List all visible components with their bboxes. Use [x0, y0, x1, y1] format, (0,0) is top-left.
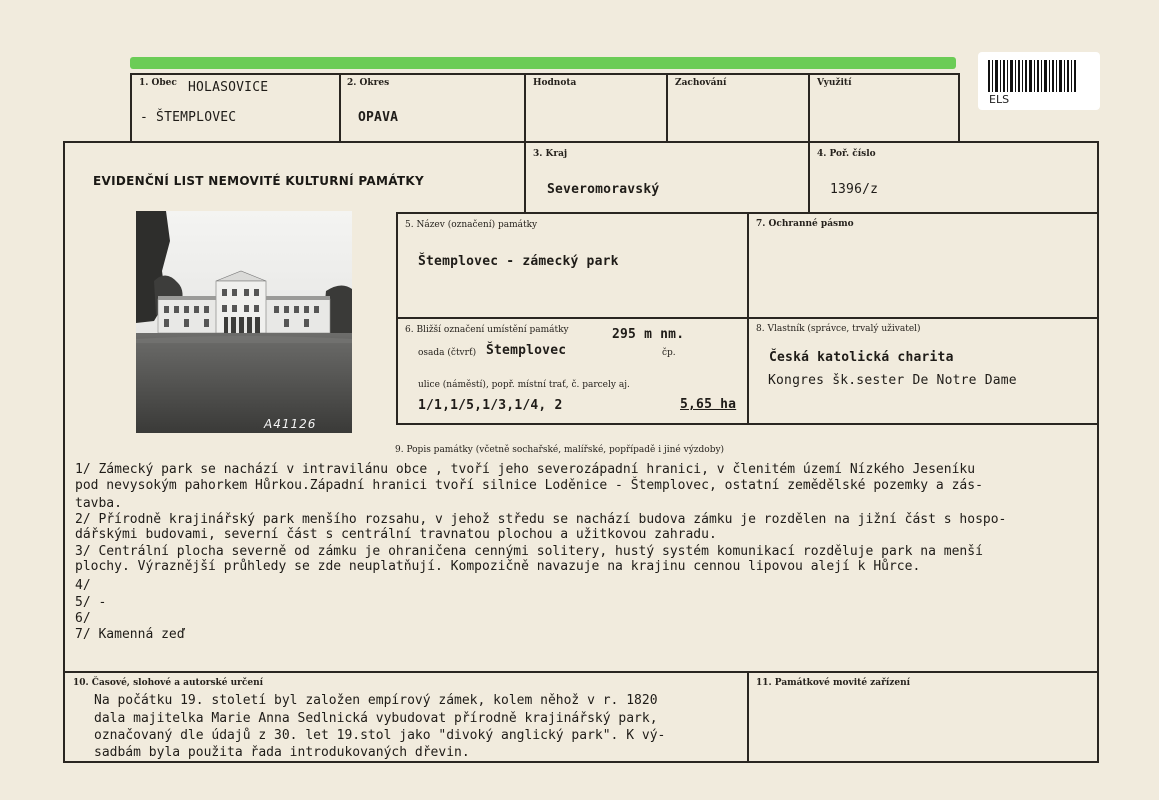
form-title: EVIDENČNÍ LIST NEMOVITÉ KULTURNÍ PAMÁTKY	[93, 174, 424, 188]
cp-label: čp.	[662, 348, 676, 358]
casove-line: dala majitelka Marie Anna Sedlnická vybudovat přírodně krajinářský park,	[94, 711, 658, 726]
casove-line: sadbám byla použita řada introdukovaných dřevin.	[94, 745, 470, 760]
section11-left-rule	[747, 671, 749, 763]
popis-line: pod nevysokým pahorkem Hůrkou.Západní hranici tvoří silnice Loděnice - Štemplovec, ostatní zemědělské pozemky a zás-	[75, 478, 983, 493]
umisteni-label: 6. Bližší označení umístění památky	[405, 325, 569, 335]
altitude-value: 295 m nm.	[612, 327, 685, 342]
nazev-value: Štemplovec - zámecký park	[418, 254, 619, 269]
frame-bottom-rule	[63, 761, 1099, 763]
frame-top-rule	[63, 141, 1099, 143]
popis-line: 5/ -	[75, 595, 107, 610]
header-divider-4	[808, 73, 810, 213]
barcode-icon	[988, 60, 1088, 92]
header-divider-1	[339, 73, 341, 143]
photo-caption: A41126	[264, 417, 317, 431]
ulice-label: ulice (náměstí), popř. místní trať, č. parcely aj.	[418, 380, 630, 390]
popis-line: plochy. Výraznější průhledy se zde neuplatňují. Kompozičně navazuje na krajinu cennou lipovou alejí k Hůrce.	[75, 559, 921, 574]
movite-label: 11. Památkové movité zařízení	[756, 678, 911, 688]
popis-line: dářskými budovami, severní část s centrální travnatou plochou a užitkovou zahradu.	[75, 527, 717, 542]
obec-value-2: - ŠTEMPLOVEC	[140, 110, 237, 125]
por-cislo-value: 1396/z	[830, 182, 879, 197]
casove-line: Na počátku 19. století byl založen empírový zámek, kolem něhož v r. 1820	[94, 693, 658, 708]
vlastnik-line1: Česká katolická charita	[769, 350, 954, 365]
obec-label: 1. Obec	[139, 78, 177, 88]
frame-left-rule	[63, 141, 65, 763]
green-highlight-bar	[130, 57, 956, 69]
frame-right-rule	[1097, 141, 1099, 763]
section10-top-rule	[63, 671, 1099, 673]
osada-label: osada (čtvrť)	[418, 348, 477, 358]
header-left-rule	[130, 73, 132, 143]
parcely-value: 1/1,1/5,1/3,1/4, 2	[418, 398, 563, 413]
vlastnik-label: 8. Vlastník (správce, trvalý uživatel)	[756, 324, 921, 334]
header-top-rule	[130, 73, 960, 75]
popis-line: 2/ Přírodně krajinářský park menšího rozsahu, v jehož středu se nachází budova zámku je rozdělen na jižní část s hospo-	[75, 512, 1007, 527]
popis-line: 3/ Centrální plocha severně od zámku je ohraničena cennými solitery, hustý systém komunikací rozděluje park na menší	[75, 544, 983, 559]
barcode-label: ELS	[989, 93, 1010, 106]
chateau-photo	[136, 211, 352, 433]
section6-top-rule	[396, 317, 1098, 319]
kraj-label: 3. Kraj	[533, 149, 568, 159]
vlastnik-line2: Kongres šk.sester De Notre Dame	[768, 373, 1017, 388]
nazev-label: 5. Název (označení) památky	[405, 220, 538, 230]
casove-line: označovaný dle údajů z 30. let 19.stol jako "divoký anglický park". K vý-	[94, 728, 666, 743]
por-cislo-label: 4. Poř. číslo	[817, 149, 876, 159]
hodnota-label: Hodnota	[533, 78, 577, 88]
header-divider-2	[524, 73, 526, 213]
casove-label: 10. Časové, slohové a autorské určení	[73, 678, 264, 688]
okres-value: OPAVA	[358, 110, 399, 125]
barcode-sticker	[978, 52, 1100, 110]
chateau-photo-image	[136, 211, 352, 433]
area-value: 5,65 ha	[680, 397, 737, 412]
header-divider-3	[666, 73, 668, 143]
obec-value-1: HOLASOVICE	[188, 80, 269, 95]
ochranne-pasmo-label: 7. Ochranné pásmo	[756, 219, 854, 229]
zachovani-label: Zachování	[675, 78, 727, 88]
popis-line: 4/	[75, 578, 91, 593]
popis-line: 1/ Zámecký park se nachází v intravilánu obce , tvoří jeho severozápadní hranici, v členitém území Nízkého Jeseníku	[75, 462, 976, 477]
vyuziti-label: Využití	[817, 78, 852, 88]
kraj-value: Severomoravský	[547, 182, 660, 197]
section6-bottom-rule	[396, 423, 1098, 425]
popis-line: 7/ Kamenná zeď	[75, 627, 185, 642]
popis-label: 9. Popis památky (včetně sochařské, malířské, popřípadě i jiné výzdoby)	[395, 445, 725, 455]
okres-label: 2. Okres	[347, 78, 390, 88]
popis-line: tavba.	[75, 496, 122, 511]
osada-value: Štemplovec	[486, 343, 567, 358]
popis-line: 6/	[75, 611, 91, 626]
header-right-rule	[958, 73, 960, 143]
